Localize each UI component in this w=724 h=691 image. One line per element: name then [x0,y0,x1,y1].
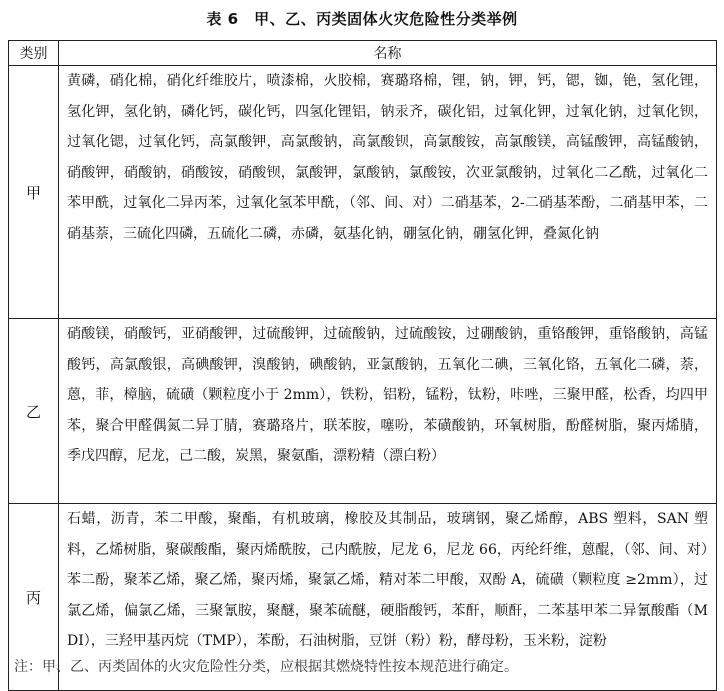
category-cell: 甲 [9,66,59,319]
cutoff-next-line [14,659,714,675]
category-cell: 乙 [9,319,59,504]
table-caption: 表 6 甲、乙、丙类固体火灾危险性分类举例 [206,10,518,28]
names-cell: 硝酸镁，硝酸钙，亚硝酸钾，过硫酸钾，过硫酸钠，过硫酸铵，过硼酸钠，重铬酸钾，重铬酸钠，高锰酸钙，高氯酸银，高碘酸钾，溴酸钠，碘酸钠，亚氯酸钠，五氧化二碘，三氧化铬，五氧化二磷，萘，蒽，菲，樟脑，硫磺（颗粒度小于 2mm），铁粉，铝粉，锰粉，钛粉，咔唑，三聚甲醛，松香，均四甲苯，聚合甲醛偶氮二异丁腈，赛璐珞片，联苯胺，噻吩，苯磺酸钠，环氧树脂，酚醛树脂，聚丙烯腈，季戊四醇，尼龙，己二酸，炭黑，聚氨酯，漂粉精（漂白粉） [59,319,717,504]
table-row-class-b [9,319,717,504]
table-row-class-a [9,66,717,319]
hazard-classification-table [8,40,717,691]
names-cell: 石蜡，沥青，苯二甲酸，聚酯，有机玻璃，橡胶及其制品，玻璃钢，聚乙烯醇，ABS 塑料，SAN 塑料，乙烯树脂，聚碳酸酯，聚丙烯酰胺，己内酰胺，尼龙 6，尼龙 66，丙纶纤维，蒽醌，（邻、间、对）苯二酚，聚苯乙烯，聚乙烯，聚丙烯，聚氯乙烯，精对苯二甲酸，双酚 A，硫磺（颗粒度 ≥2mm），过氯乙烯，偏氯乙烯，三聚氰胺，聚醚，聚苯硫醚，硬脂酸钙，苯酐，顺酐，二苯基甲苯二异氰酸酯（MDI），三羟甲基丙烷（TMP），苯酚，石油树脂，豆饼（粉）粉，酵母粉，玉米粉，淀粉 [59,504,717,691]
header-category: 类别 [9,41,59,66]
header-name: 名称 [59,41,717,66]
table-header-row [9,41,717,66]
names-cell: 黄磷，硝化棉，硝化纤维胶片，喷漆棉，火胶棉，赛璐珞棉，锂，钠，钾，钙，锶，铷，铯，氢化锂，氢化钾，氢化钠，磷化钙，碳化钙，四氢化锂铝，钠汞齐，碳化铝，过氧化钾，过氧化钠，过氧化钡，过氧化锶，过氧化钙，高氯酸钾，高氯酸钠，高氯酸钡，高氯酸铵，高氯酸镁，高锰酸钾，高锰酸钠，硝酸钾，硝酸钠，硝酸铵，硝酸钡，氯酸钾，氯酸钠，氯酸铵，次亚氯酸钠，过氧化二乙酰，过氧化二苯甲酰，过氧化二异丙苯，过氧化氢苯甲酰，（邻、间、对）二硝基苯，2-二硝基苯酚，二硝基甲苯，二硝基萘，三硫化四磷，五硫化二磷，赤磷，氨基化钠，硼氢化钠，硼氢化钾，叠氮化钠 [59,66,717,319]
category-cell: 丙 [9,504,59,691]
cutoff-line-text: 注：甲、乙、丙类固体的火灾危险性分类，应根据其燃烧特性按本规范进行确定。 [14,659,518,675]
